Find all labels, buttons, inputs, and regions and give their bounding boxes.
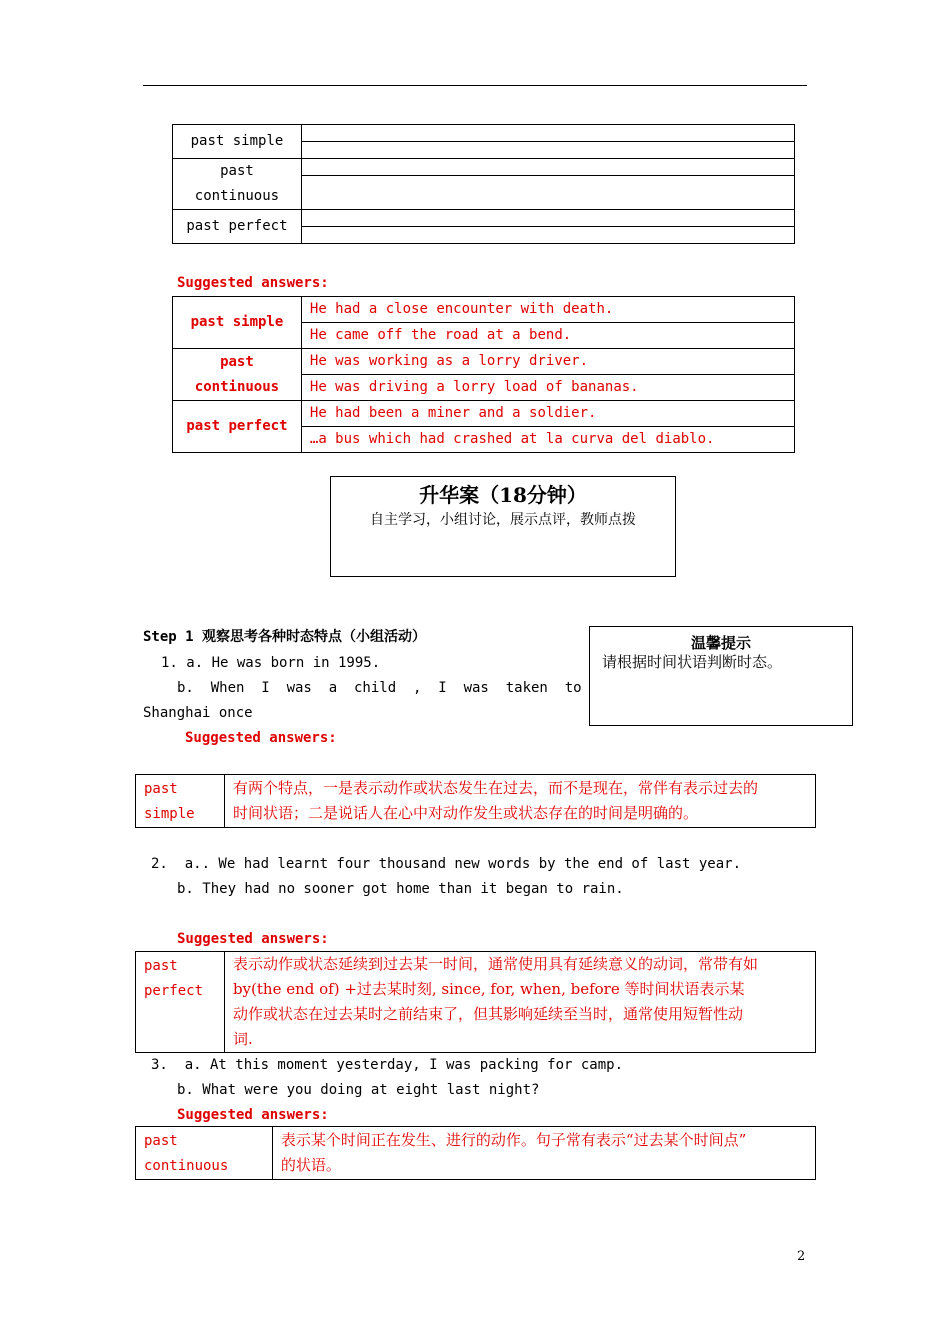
tense-explanation: 表示动作或状态延续到过去某一时间，通常使用具有延续意义的动词，常带有如 by(the end of) +过去某时刻, since, for, when, before 等时间状语表示某 动作或状态在过去某时之前结束了，但其影响延续至当时，通常使用短暂性动 词. — [224, 952, 815, 1053]
answer-cell: He was working as a lorry driver. — [301, 349, 794, 375]
tense-blank-table — [172, 124, 795, 244]
example-1b: b. When I was a child , I was taken to — [177, 680, 582, 696]
label-past-perfect: past perfect — [173, 401, 302, 453]
label-past-simple: past simple — [173, 297, 302, 349]
answer-cell: …a bus which had crashed at la curva del diablo. — [301, 427, 794, 453]
past-perfect-answer-table — [135, 951, 816, 1053]
past-simple-answer-table — [135, 774, 816, 828]
label-past-continuous: past continuous — [173, 349, 302, 401]
header-rule — [143, 85, 807, 86]
tip-text: 请根据时间状语判断时态。 — [602, 653, 783, 671]
example-1a: 1. a. He was born in 1995. — [161, 655, 381, 671]
answer-cell: He had a close encounter with death. — [301, 297, 794, 323]
page-number: 2 — [797, 1249, 806, 1264]
blank-line[interactable] — [301, 227, 794, 244]
blank-line[interactable] — [301, 210, 794, 227]
label-past-simple: past simple — [173, 125, 302, 159]
answer-cell: He had been a miner and a soldier. — [301, 401, 794, 427]
tip-box — [589, 626, 853, 726]
example-2a: 2. a.. We had learnt four thousand new words by the end of last year. — [151, 856, 742, 872]
label-past-continuous: past continuous — [173, 159, 302, 210]
example-3b: b. What were you doing at eight last night? — [177, 1082, 540, 1098]
suggested-answers-label: Suggested answers: — [177, 275, 329, 291]
tip-title: 温馨提示 — [690, 634, 751, 652]
tense-label: past continuous — [136, 1127, 273, 1180]
tense-explanation: 表示某个时间正在发生、进行的动作。句子常有表示“过去某个时间点” 的状语。 — [272, 1127, 815, 1180]
step1-heading: Step 1 观察思考各种时态特点（小组活动） — [143, 629, 426, 645]
past-continuous-answer-table — [135, 1126, 816, 1180]
tense-answers-table — [172, 296, 795, 453]
example-2b: b. They had no sooner got home than it began to rain. — [177, 881, 624, 897]
blank-line[interactable] — [301, 142, 794, 159]
blank-line[interactable] — [301, 125, 794, 142]
tense-explanation: 有两个特点，一是表示动作或状态发生在过去，而不是现在，常伴有表示过去的 时间状语；二是说话人在心中对动作发生或状态存在的时间是明确的。 — [224, 775, 815, 828]
tense-label: past perfect — [136, 952, 225, 1053]
tense-label: past simple — [136, 775, 225, 828]
suggested-answers-label: Suggested answers: — [185, 730, 337, 746]
label-past-perfect: past perfect — [173, 210, 302, 244]
answer-cell: He was driving a lorry load of bananas. — [301, 375, 794, 401]
suggested-answers-label: Suggested answers: — [177, 1107, 329, 1123]
blank-line[interactable] — [301, 159, 794, 176]
section-subtitle: 自主学习，小组讨论，展示点评，教师点拨 — [370, 512, 636, 528]
section-box — [330, 476, 676, 577]
answer-cell: He came off the road at a bend. — [301, 323, 794, 349]
suggested-answers-label: Suggested answers: — [177, 931, 329, 947]
section-title: 升华案（18分钟） — [419, 483, 587, 507]
example-3a: 3. a. At this moment yesterday, I was packing for camp. — [151, 1057, 624, 1073]
blank-line[interactable] — [301, 176, 794, 210]
example-1b-cont: Shanghai once — [143, 705, 253, 721]
